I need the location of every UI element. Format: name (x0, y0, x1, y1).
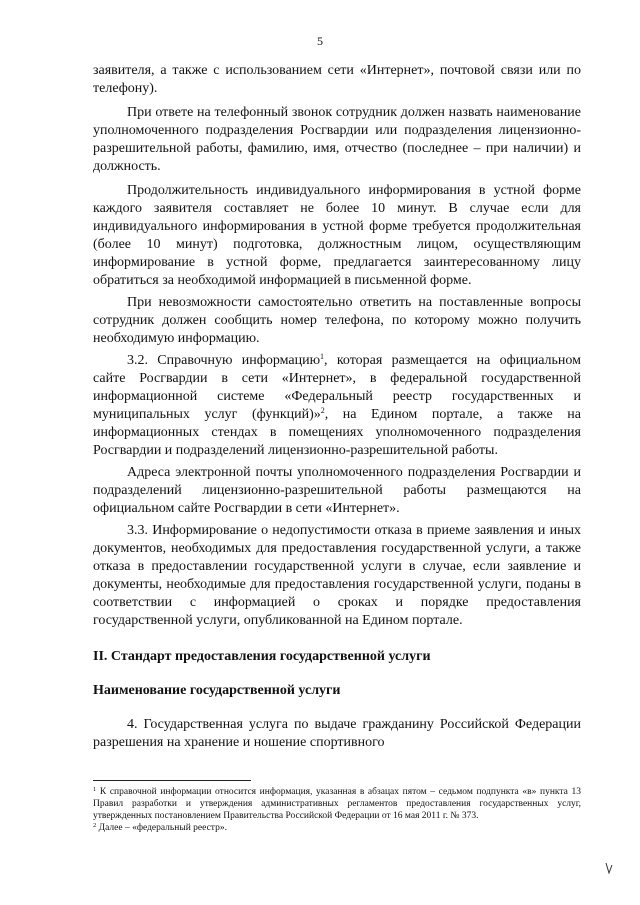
paragraph-unable-answer: При невозможности самостоятельно ответить на поставленные вопросы сотрудник должен сообщить номер телефона, по которому можно получить необходимую информацию. (93, 295, 581, 346)
paragraph-phone-answer: При ответе на телефонный звонок сотрудник должен назвать наименование уполномоченного подразделения Росгвардии или подразделения лицензионно-разрешительной работы, фамилию, имя, отчество (последнее – при наличии) и должность. (93, 105, 581, 174)
document-body (93, 62, 581, 758)
footnote-2-mark: 2 (93, 822, 97, 829)
footnote-2 (93, 822, 581, 834)
footnote-1-text: К справочной информации относится информация, указанная в абзацах пятом – седьмом подпункта «в» пункта 13 Правил разработки и утверждения административных регламентов предоставления государственных услуг, утвержденных постановлением Правительства Российской Федерации от 16 мая 2011 г. № 373. (93, 787, 581, 821)
footnote-1 (93, 786, 581, 822)
footnote-1-mark: 1 (93, 786, 97, 793)
paragraph-duration: Продолжительность индивидуального информирования в устной форме каждого заявителя составляет не более 10 минут. В случае если для индивидуального информирования в устной форме требуется продолжительная (более 10 минут) подготовка, должностным лицом, осуществляющим информирование в устной форме, предлагается заинтересованному лицу обратиться за необходимой информацией в письменной форме. (93, 183, 581, 288)
paragraph-3-3: 3.3. Информирование о недопустимости отказа в приеме заявления и иных документов, необходимых для предоставления государственной услуги, а также отказа в предоставлении государственной услуги в случае, если заявление и документы, необходимые для предоставления государственной услуги, поданы в соответствии с информацией о сроках и порядке предоставления государственной услуги, опубликованной на Едином портале. (93, 523, 581, 628)
footnote-separator (93, 780, 251, 781)
paragraph-3-2 (93, 352, 581, 460)
subsection-heading: Наименование государственной услуги (93, 683, 341, 698)
paragraph-3-2-part-b: , которая размещается на официальном сайте Росгвардии в сети «Интернет», в федеральной государственной информационной системе «Федеральный реестр государственных и муниципальных услуг (функций)» (93, 353, 581, 422)
paragraph-continuation: заявителя, а также с использованием сети «Интернет», почтовой связи или по телефону). (93, 63, 581, 96)
paragraph-3-2-part-c: , на Едином портале, а также на информационных стендах в помещениях уполномоченного подразделения Росгвардии и подразделений лицензионно-разрешительной работы. (93, 407, 581, 458)
scan-mark-icon (604, 862, 614, 874)
footnotes (93, 786, 581, 834)
footnote-ref-2: 2 (320, 406, 325, 415)
page-number: 5 (317, 34, 323, 48)
paragraph-4: 4. Государственная услуга по выдаче гражданину Российской Федерации разрешения на хранение и ношение спортивного (93, 717, 581, 750)
section-heading: II. Стандарт предоставления государственной услуги (93, 649, 431, 664)
footnote-2-text: Далее – «федеральный реестр». (96, 823, 227, 833)
paragraph-3-2-part-a: 3.2. Справочную информацию (127, 353, 321, 368)
paragraph-email-addresses: Адреса электронной почты уполномоченного подразделения Росгвардии и подразделений лицензионно-разрешительной работы размещаются на официальном сайте Росгвардии в сети «Интернет». (93, 465, 581, 516)
footnote-ref-1: 1 (320, 352, 325, 361)
